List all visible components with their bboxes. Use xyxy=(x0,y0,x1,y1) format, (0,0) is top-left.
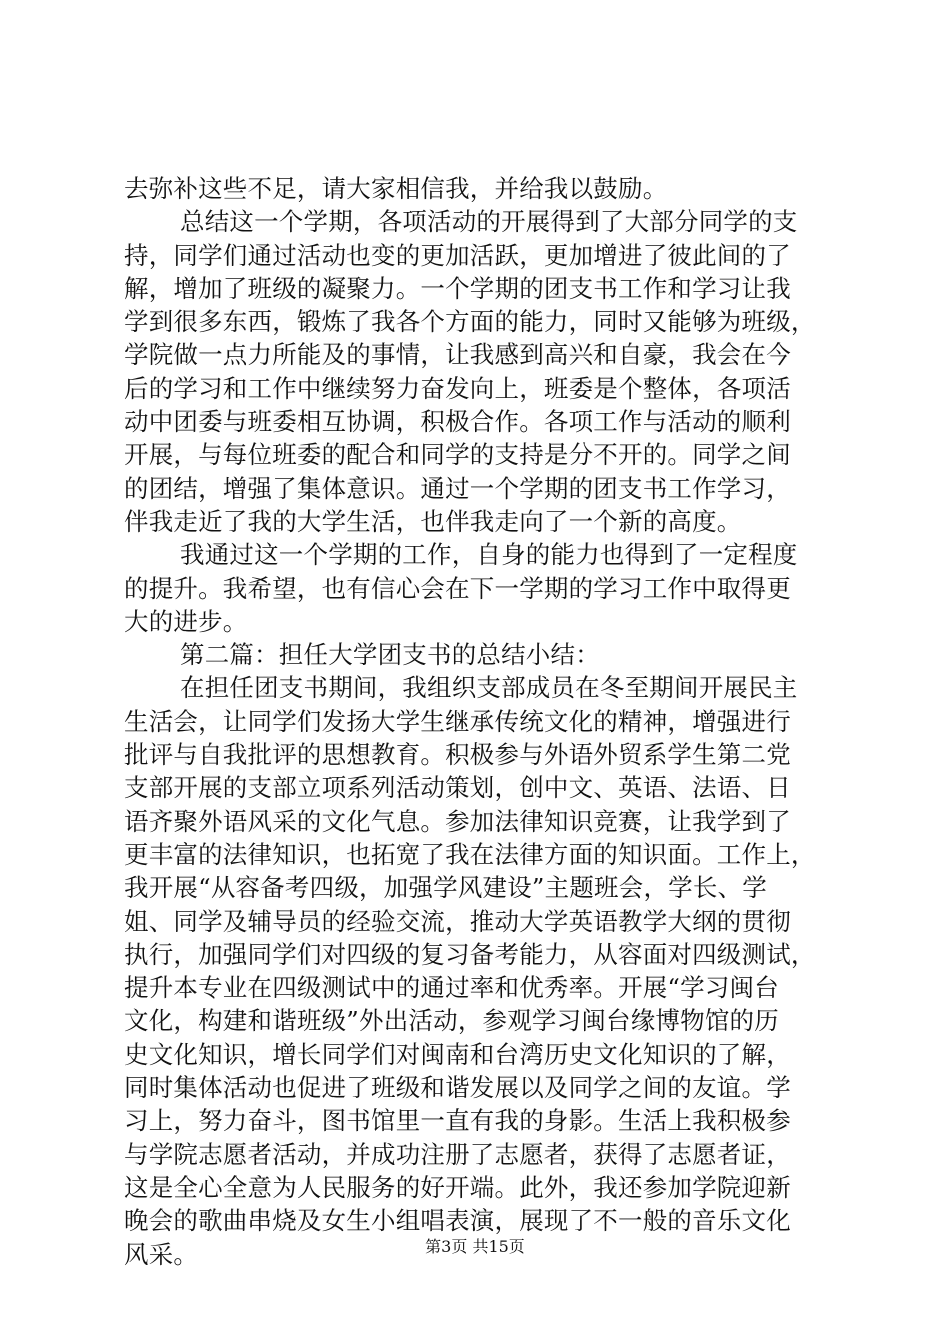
text-line: 更丰富的法律知识，也拓宽了我在法律方面的知识面。工作上， xyxy=(124,839,816,869)
text-line: 总结这一个学期，各项活动的开展得到了大部分同学的支 xyxy=(180,207,798,237)
text-line: 去弥补这些不足，请大家相信我，并给我以鼓励。 xyxy=(124,174,668,203)
text-line: 的提升。我希望，也有信心会在下一学期的学习工作中取得更 xyxy=(124,573,791,603)
text-line: 解，增加了班级的凝聚力。一个学期的团支书工作和学习让我 xyxy=(124,273,791,303)
text-line: 习上，努力奋斗，图书馆里一直有我的身影。生活上我积极参 xyxy=(124,1106,791,1136)
text-line: 大的进步。 xyxy=(124,606,248,636)
page-number: 第3页 共15页 xyxy=(425,1237,525,1256)
text-line: 文化，构建和谐班级”外出活动，参观学习闽台缘博物馆的历 xyxy=(124,1006,779,1036)
text-line: 动中团委与班委相互协调，积极合作。各项工作与活动的顺利 xyxy=(124,407,791,437)
text-line: 第二篇：担任大学团支书的总结小结： xyxy=(180,640,600,670)
text-line: 我通过这一个学期的工作，自身的能力也得到了一定程度 xyxy=(180,540,798,570)
text-line: 学院做一点力所能及的事情，让我感到高兴和自豪，我会在今 xyxy=(124,340,791,370)
text-line: 后的学习和工作中继续努力奋发向上，班委是个整体，各项活 xyxy=(124,373,791,403)
text-line: 史文化知识，增长同学们对闽南和台湾历史文化知识的了解， xyxy=(124,1039,791,1069)
text-line: 这是全心全意为人民服务的好开端。此外，我还参加学院迎新 xyxy=(124,1172,791,1202)
text-line: 生活会，让同学们发扬大学生继承传统文化的精神，增强进行 xyxy=(124,706,791,736)
text-line: 风采。 xyxy=(124,1239,199,1269)
text-line: 同时集体活动也促进了班级和谐发展以及同学之间的友谊。学 xyxy=(124,1073,791,1103)
text-line: 伴我走近了我的大学生活，也伴我走向了一个新的高度。 xyxy=(124,506,742,536)
text-line: 开展，与每位班委的配合和同学的支持是分不开的。同学之间 xyxy=(124,440,791,470)
page-footer xyxy=(0,1236,950,1258)
text-line: 姐、同学及辅导员的经验交流，推动大学英语教学大纲的贯彻 xyxy=(124,906,791,936)
document-body xyxy=(124,172,834,1271)
text-line: 在担任团支书期间，我组织支部成员在冬至期间开展民主 xyxy=(180,673,798,703)
text-line: 的团结，增强了集体意识。通过一个学期的团支书工作学习， xyxy=(124,473,791,503)
text-line: 支部开展的支部立项系列活动策划，创中文、英语、法语、日 xyxy=(124,773,791,803)
text-line: 学到很多东西，锻炼了我各个方面的能力，同时又能够为班级， xyxy=(124,307,816,337)
text-line: 批评与自我批评的思想教育。积极参与外语外贸系学生第二党 xyxy=(124,740,791,770)
text-line: 晚会的歌曲串烧及女生小组唱表演，展现了不一般的音乐文化 xyxy=(124,1206,791,1236)
text-line: 我开展“从容备考四级，加强学风建设”主题班会，学长、学 xyxy=(124,873,767,903)
text-line: 语齐聚外语风采的文化气息。参加法律知识竞赛，让我学到了 xyxy=(124,806,791,836)
text-line: 持，同学们通过活动也变的更加活跃，更加增进了彼此间的了 xyxy=(124,240,791,270)
text-line: 提升本专业在四级测试中的通过率和优秀率。开展“学习闽台 xyxy=(124,973,779,1003)
text-line: 执行，加强同学们对四级的复习备考能力，从容面对四级测试， xyxy=(124,939,816,969)
text-line: 与学院志愿者活动，并成功注册了志愿者，获得了志愿者证， xyxy=(124,1139,791,1169)
